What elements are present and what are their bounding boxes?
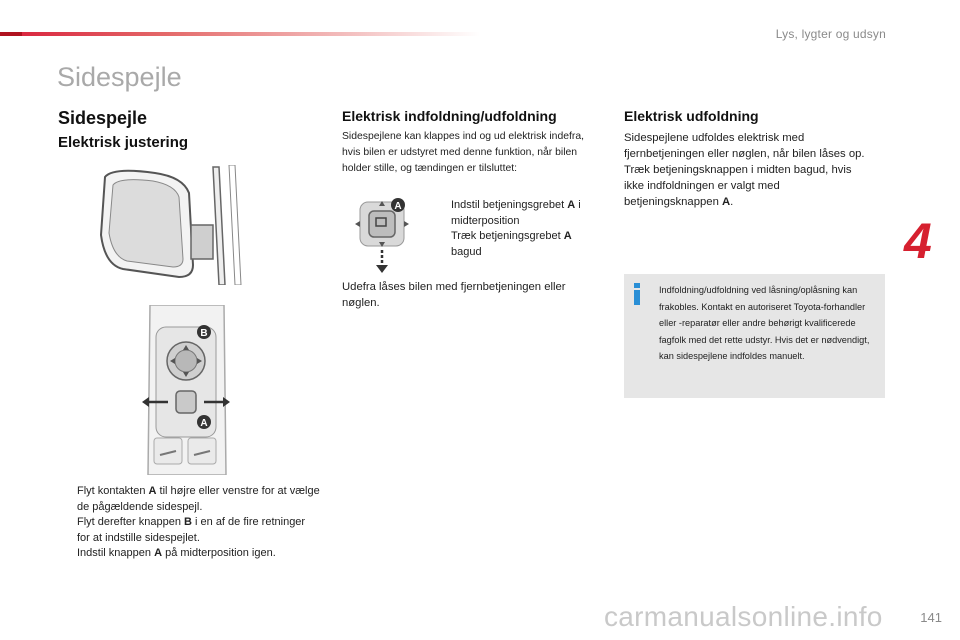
middle-intro: Sidespejlene kan klappes ind og ud elektrisk indefra, hvis bilen er udstyret med denne funktion, når bilen holder stille, og tændingen er tilsluttet:	[342, 131, 585, 174]
left-bullet-1: Flyt kontakten A til højre eller venstre for at vælge de pågældende sidespejl.	[77, 485, 320, 513]
header-accent-mark	[0, 32, 22, 36]
right-heading: Elektrisk udfoldning	[624, 108, 759, 124]
info-text: Indfoldning/udfoldning ved låsning/oplåsning kan frakobles. Kontakt en autoriseret Toyota-forhandler eller -reparatør eller andre behørigt kvalificerede fagfolk med det rette udstyr. Hvis det er nødvendigt, kan sidespejlene indfoldes manuelt.	[659, 285, 870, 362]
mirror-adjustment-illustration	[95, 165, 245, 285]
fold-switch-illustration	[352, 196, 412, 274]
watermark: carmanualsonline.info	[604, 601, 883, 632]
left-bullet-list	[58, 484, 320, 562]
middle-bullet-list	[432, 198, 604, 260]
left-bullet-3: Indstil knappen A på midterposition igen.	[77, 547, 276, 559]
door-switch-panel-illustration	[140, 305, 232, 475]
label-b: B	[200, 328, 208, 339]
header-accent-bar	[0, 32, 480, 36]
middle-bullet-1: Indstil betjeningsgrebet A i midterposition	[451, 199, 581, 227]
page-title: Sidespejle	[57, 62, 182, 92]
middle-note: Udefra låses bilen med fjernbetjeningen eller nøglen.	[342, 281, 566, 309]
label-a-fold: A	[394, 201, 402, 212]
left-subheading: Elektrisk justering	[58, 134, 189, 151]
left-heading: Sidespejle	[58, 108, 148, 128]
info-icon	[632, 283, 643, 305]
left-bullet-2: Flyt derefter knappen B i en af de fire retninger for at indstille sidespejlet.	[77, 516, 306, 544]
middle-bullet-2: Træk betjeningsgrebet A bagud	[451, 230, 572, 258]
chapter-number: 4	[904, 213, 932, 269]
middle-heading: Elektrisk indfoldning/udfoldning	[342, 108, 557, 124]
label-a: A	[200, 418, 208, 429]
chapter-name: Lys, lygter og udsyn	[775, 27, 886, 41]
page-number: 141	[920, 610, 942, 625]
info-box	[624, 274, 885, 398]
right-text: Sidespejlene udfoldes elektrisk med fjernbetjeningen eller nøglen, når bilen låses op. Træk betjeningsknappen i midten bagud, hvis ikke indfoldningen er valgt med betjeningsknappen A.	[624, 132, 865, 208]
